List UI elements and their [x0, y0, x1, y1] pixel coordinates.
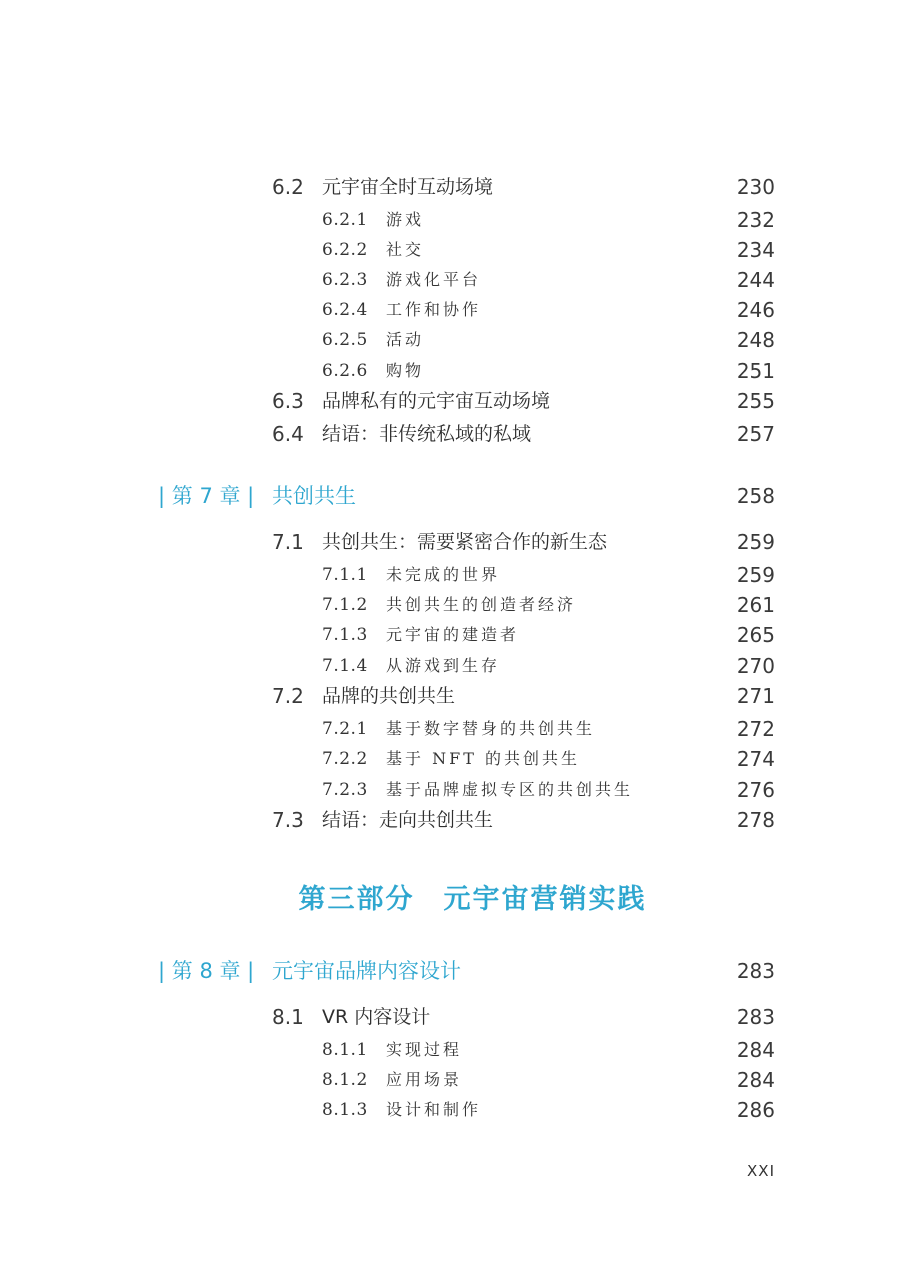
entry-page-number: 255	[736, 389, 775, 413]
entry-number: 6.2.2	[322, 240, 368, 260]
entry-number: 7.1.4	[322, 656, 368, 676]
entry-page-number: 286	[736, 1098, 775, 1122]
section-entry	[0, 681, 915, 711]
section-entry	[0, 527, 915, 557]
entry-number: 6.2.1	[322, 210, 368, 230]
entry-title: 共创共生的创造者经济	[386, 595, 577, 614]
entry-number: 6.2.5	[322, 330, 368, 350]
entry-number: 6.2.3	[322, 270, 368, 290]
entry-page-number: 278	[736, 808, 775, 832]
entry-page-number: 248	[736, 328, 775, 352]
entry-page-number: 283	[736, 1005, 775, 1029]
entry-page-number: 259	[736, 563, 775, 587]
entry-title: 实现过程	[386, 1040, 463, 1059]
entry-page-number: 244	[736, 268, 775, 292]
entry-number: 6.4	[272, 422, 304, 446]
section-entry	[0, 419, 915, 449]
section-entry	[0, 805, 915, 835]
entry-title: 游戏	[386, 210, 425, 229]
chapter-bar-left: |	[158, 959, 172, 983]
entry-page-number: 284	[736, 1038, 775, 1062]
entry-title: 元宇宙的建造者	[386, 625, 520, 644]
entry-number	[158, 954, 254, 988]
subsection-entry	[0, 775, 915, 805]
chapter-entry	[0, 954, 915, 988]
subsection-entry	[0, 620, 915, 650]
subsection-entry	[0, 714, 915, 744]
entry-number: 7.2.2	[322, 749, 368, 769]
subsection-entry	[0, 560, 915, 590]
entry-title: 品牌的共创共生	[322, 685, 456, 707]
entry-title: 元宇宙品牌内容设计	[272, 959, 461, 983]
subsection-entry	[0, 205, 915, 235]
section-entry	[0, 386, 915, 416]
subsection-entry	[0, 590, 915, 620]
chapter-number: 第 7 章	[171, 484, 241, 508]
entry-title: 元宇宙全时互动场境	[322, 176, 494, 198]
entry-title: 应用场景	[386, 1070, 463, 1089]
entry-title: 结语：走向共创共生	[322, 809, 494, 831]
entry-title: 购物	[386, 361, 425, 380]
entry-page-number: 270	[736, 654, 775, 678]
entry-number: 8.1.2	[322, 1070, 368, 1090]
chapter-bar-left: |	[158, 484, 172, 508]
entry-title: 共创共生：需要紧密合作的新生态	[322, 531, 608, 553]
chapter-number: 第 8 章	[171, 959, 241, 983]
entry-number: 8.1	[272, 1005, 304, 1029]
subsection-entry	[0, 1035, 915, 1065]
entry-title: 未完成的世界	[386, 565, 501, 584]
entry-number: 7.2.1	[322, 719, 368, 739]
entry-number: 6.2.4	[322, 300, 368, 320]
subsection-entry	[0, 744, 915, 774]
section-entry	[0, 1002, 915, 1032]
entry-title: 结语：非传统私域的私域	[322, 423, 532, 445]
entry-page-number: 276	[736, 778, 775, 802]
entry-title: 基于 NFT 的共创共生	[386, 749, 580, 768]
entry-number: 7.1	[272, 530, 304, 554]
entry-number: 6.2	[272, 175, 304, 199]
subsection-entry	[0, 295, 915, 325]
entry-number: 8.1.3	[322, 1100, 368, 1120]
entry-title: VR 内容设计	[322, 1006, 431, 1028]
entry-page-number: 234	[736, 238, 775, 262]
entry-page-number: 251	[736, 359, 775, 383]
entry-title: 社交	[386, 240, 425, 259]
entry-page-number: 272	[736, 717, 775, 741]
entry-title: 活动	[386, 330, 425, 349]
entry-page-number: 230	[736, 175, 775, 199]
subsection-entry	[0, 1095, 915, 1125]
entry-page-number: 257	[736, 422, 775, 446]
subsection-entry	[0, 1065, 915, 1095]
entry-page-number: 261	[736, 593, 775, 617]
entry-number: 7.3	[272, 808, 304, 832]
entry-page-number: 232	[736, 208, 775, 232]
entry-page-number: 274	[736, 747, 775, 771]
entry-number: 6.2.6	[322, 361, 368, 381]
chapter-bar-right: |	[240, 484, 255, 508]
entry-page-number: 246	[736, 298, 775, 322]
part-title: 第三部分 元宇宙营销实践	[298, 884, 647, 915]
entry-title: 共创共生	[272, 484, 356, 508]
entry-page-number: 271	[736, 684, 775, 708]
entry-number	[158, 479, 254, 513]
subsection-entry	[0, 651, 915, 681]
entry-title: 设计和制作	[386, 1100, 482, 1119]
entry-number: 7.2.3	[322, 780, 368, 800]
page-folio: XXI	[747, 1162, 775, 1180]
entry-number: 7.1.2	[322, 595, 368, 615]
entry-number: 7.1.3	[322, 625, 368, 645]
subsection-entry	[0, 265, 915, 295]
entry-title: 基于数字替身的共创共生	[386, 719, 596, 738]
chapter-entry	[0, 479, 915, 513]
subsection-entry	[0, 356, 915, 386]
entry-title: 工作和协作	[386, 300, 482, 319]
entry-number: 7.2	[272, 684, 304, 708]
section-entry	[0, 172, 915, 202]
entry-title: 游戏化平台	[386, 270, 482, 289]
entry-page-number: 265	[736, 623, 775, 647]
entry-title: 品牌私有的元宇宙互动场境	[322, 390, 551, 412]
entry-page-number: 284	[736, 1068, 775, 1092]
subsection-entry	[0, 235, 915, 265]
entry-page-number: 259	[736, 530, 775, 554]
entry-title: 从游戏到生存	[386, 656, 501, 675]
entry-number: 6.3	[272, 389, 304, 413]
entry-number: 7.1.1	[322, 565, 368, 585]
entry-page-number: 258	[736, 484, 775, 508]
entry-page-number: 283	[736, 959, 775, 983]
entry-title: 基于品牌虚拟专区的共创共生	[386, 780, 634, 799]
entry-number: 8.1.1	[322, 1040, 368, 1060]
chapter-bar-right: |	[240, 959, 255, 983]
subsection-entry	[0, 325, 915, 355]
